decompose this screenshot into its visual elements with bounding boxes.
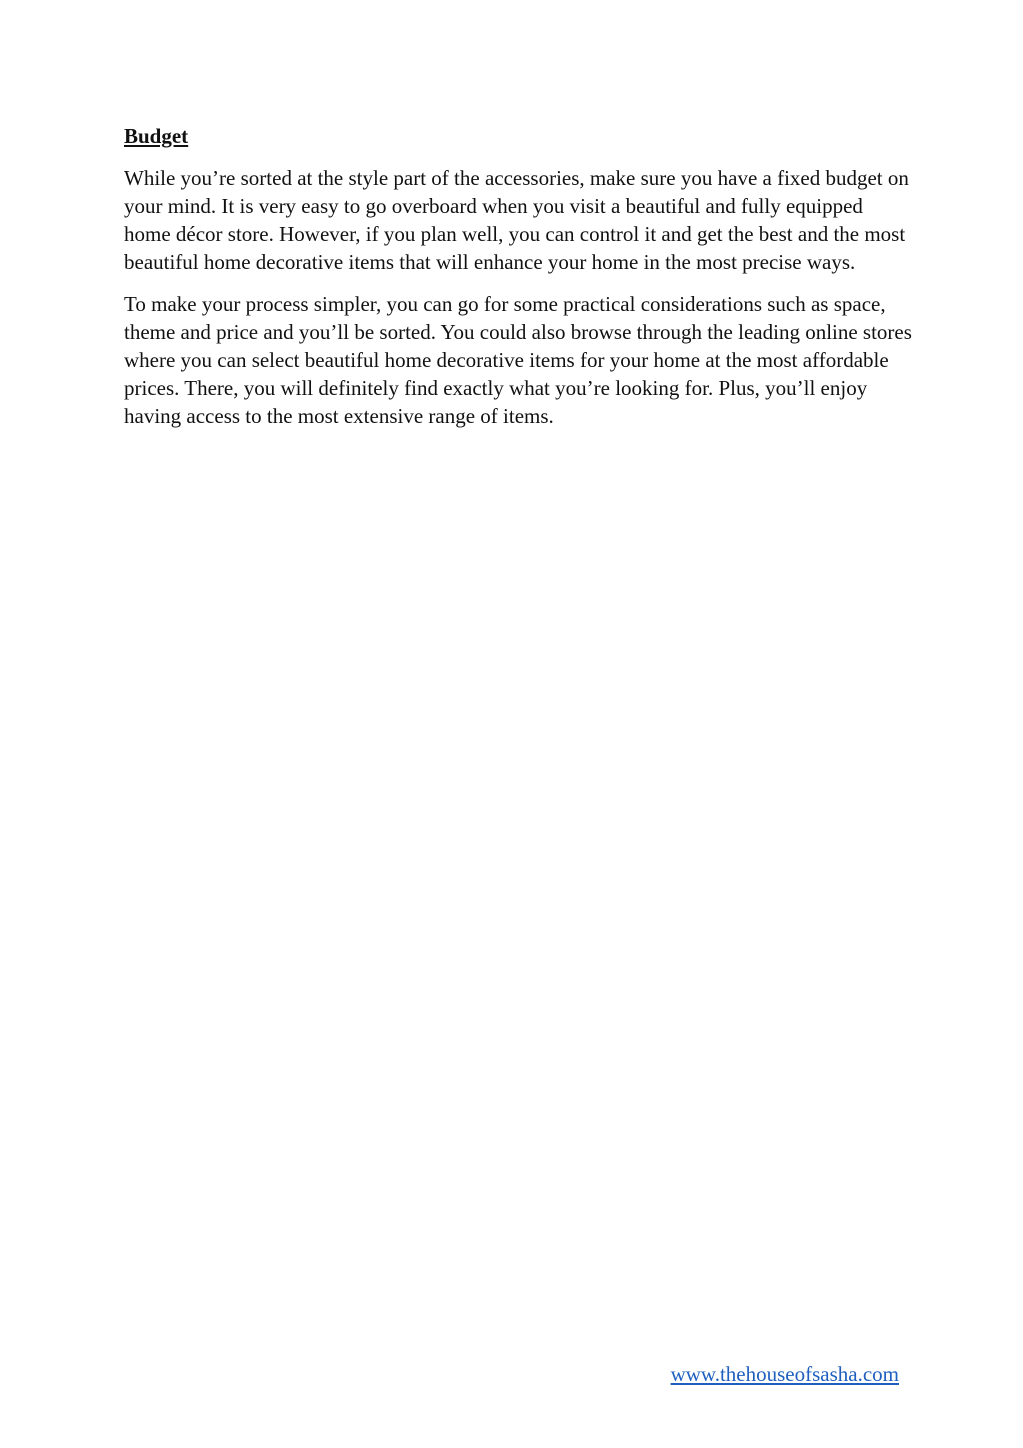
website-link[interactable]: www.thehouseofsasha.com	[670, 1362, 899, 1386]
paragraph-budget: While you’re sorted at the style part of the accessories, make sure you have a fixed budget on your mind. It is very easy to go overboard when you visit a beautiful and fully equipped home décor store. However, if you plan well, you can control it and get the best and the most beautiful home decorative items that will enhance your home in the most precise ways.	[124, 166, 909, 274]
section-heading: Budget	[124, 124, 189, 148]
document-body	[124, 122, 914, 444]
paragraph-process: To make your process simpler, you can go for some practical considerations such as space, theme and price and you’ll be sorted. You could also browse through the leading online stores where you can select beautiful home decorative items for your home at the most affordable prices. There, you will definitely find exactly what you’re looking for. Plus, you’ll enjoy having access to the most extensive range of items.	[124, 292, 912, 428]
